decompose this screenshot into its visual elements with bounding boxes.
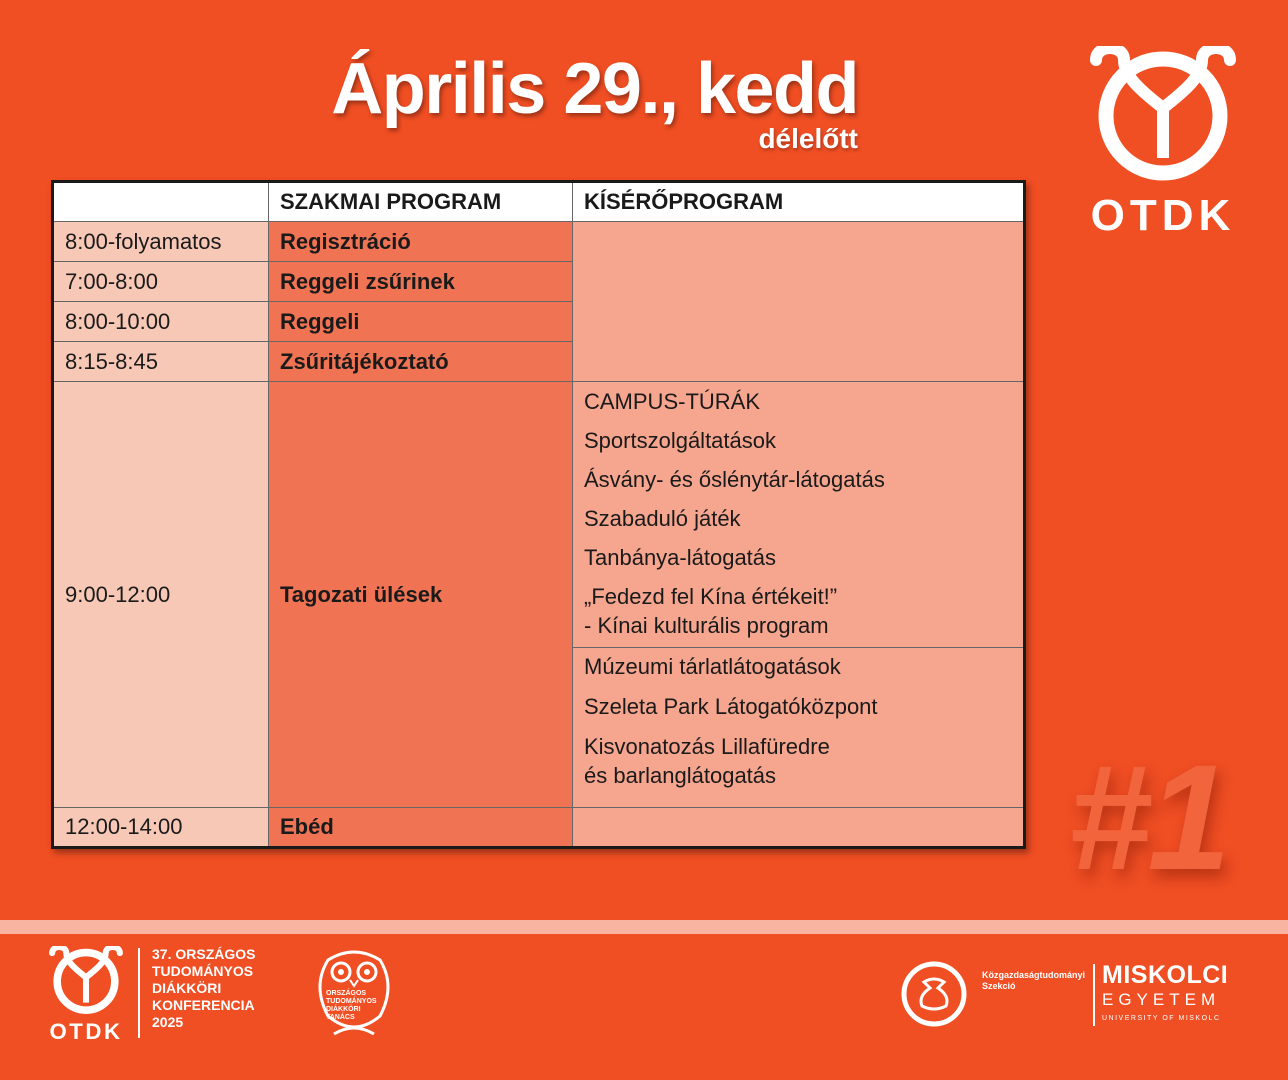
page-number-badge: #1 [1068,733,1227,901]
table-row [53,808,1025,848]
university-name: MISKOLCI [1102,961,1229,989]
side-item: Ásvány- és őslénytár-látogatás [584,466,885,492]
side-item: Szeleta Park Látogatóközpont [584,694,878,719]
schedule-table [51,180,1026,849]
university-subtitle: EGYETEM [1102,990,1221,1009]
otdk-logo-icon [1088,46,1238,236]
university-divider [1093,964,1095,1026]
side-item: Szabaduló játék [584,505,741,531]
otdk-small-text: OTDK [49,1018,123,1042]
council-name: ORSZÁGOS TUDOMÁNYOS DIÁKKÖRI TANÁCS [326,990,377,1021]
table-header-row [53,182,1025,222]
side-item: „Fedezd fel Kína értékeit!” [584,583,838,609]
program-cell: Regisztráció [269,222,573,262]
side-item: CAMPUS-TÚRÁK [584,388,761,414]
header-program: SZAKMAI PROGRAM [269,182,573,222]
side-item: - Kínai kulturális program [584,612,829,638]
side-item: Tanbánya-látogatás [584,544,777,570]
table-row [53,382,1025,648]
section-name: Közgazdaságtudományi Szekció [982,970,1086,991]
program-cell: Ebéd [269,808,573,848]
program-cell: Tagozati ülések [269,382,573,808]
side-item: Múzeumi tárlatlátogatások [584,654,841,679]
side-cell-group-a [573,382,1025,648]
time-cell: 8:15-8:45 [53,342,269,382]
page-title: Április 29., kedd [331,49,858,129]
time-cell: 8:00-10:00 [53,302,269,342]
time-cell: 7:00-8:00 [53,262,269,302]
footer-divider-strip [0,920,1288,934]
program-cell: Reggeli [269,302,573,342]
footer-logo-divider [138,948,140,1038]
otdk-logo-text: OTDK [1090,191,1236,236]
university-english: UNIVERSITY OF MISKOLC [1102,1015,1221,1022]
conference-name: 37. ORSZÁGOS TUDOMÁNYOS DIÁKKÖRI KONFERENCIA 2025 [152,946,256,1030]
economics-section-logo-icon [900,960,968,1028]
side-cell-empty [573,222,1025,382]
time-cell: 12:00-14:00 [53,808,269,848]
otdk-small-logo-icon [48,946,124,1042]
table-row [53,222,1025,262]
header-time [53,182,269,222]
time-cell: 8:00-folyamatos [53,222,269,262]
side-item: és barlanglátogatás [584,763,777,788]
page-subtitle: délelőtt [758,123,858,154]
side-item: Kisvonatozás Lillafüredre [584,734,830,759]
side-item: Sportszolgáltatások [584,427,776,453]
program-cell: Zsűritájékoztató [269,342,573,382]
header-side: KÍSÉRŐPROGRAM [573,182,1025,222]
footer [0,934,1288,1080]
side-cell-group-b [573,648,1025,808]
program-cell: Reggeli zsűrinek [269,262,573,302]
side-cell-empty [573,808,1025,848]
time-cell: 9:00-12:00 [53,382,269,808]
